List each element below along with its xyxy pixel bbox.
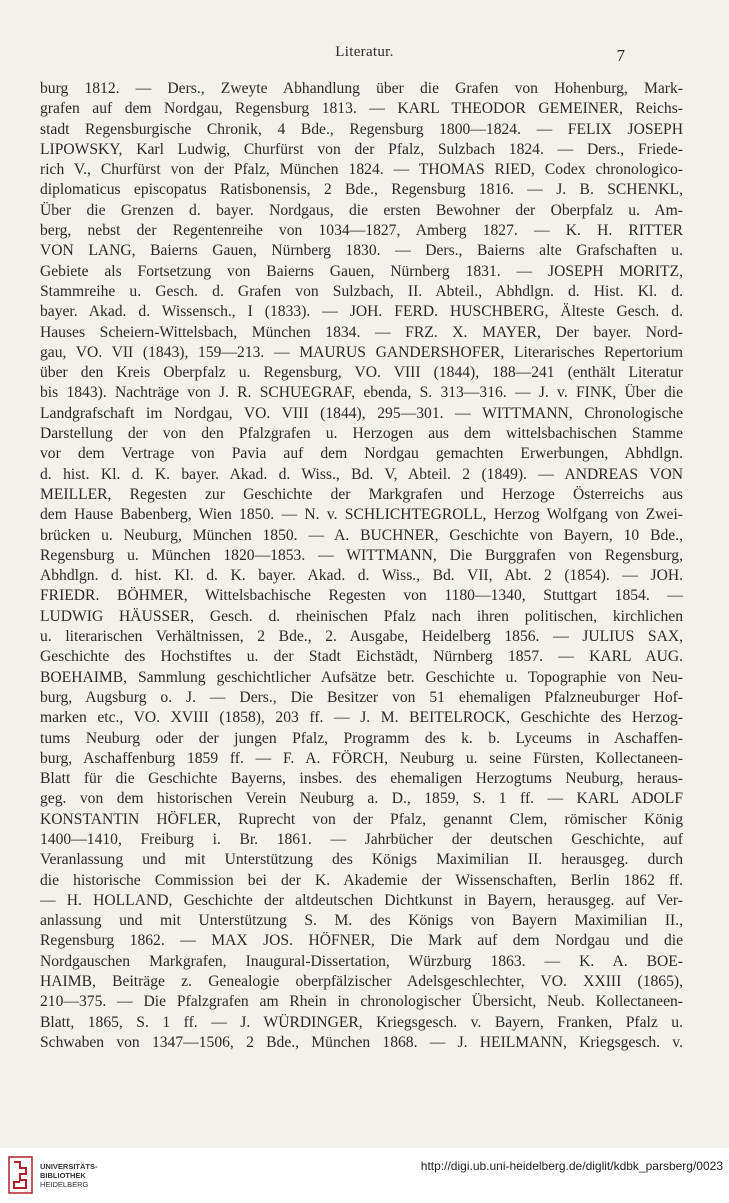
university-logo-icon[interactable]	[8, 1156, 33, 1194]
text-line: Nordgauschen Markgrafen, Inaugural-Dissertation, Würzburg 1863. — K. A. BOE-	[40, 952, 683, 970]
text-line: — H. HOLLAND, Geschichte der altdeutschen Dichtkunst in Bayern, herausgeg. auf Ver-	[40, 891, 683, 909]
text-line: d. hist. Kl. d. K. bayer. Akad. d. Wiss., Bd. V, Abteil. 2 (1849). — ANDREAS VON	[40, 465, 683, 483]
text-line: diplomaticus episcopatus Ratisbonensis, 2 Bde., Regensburg 1816. — J. B. SCHENKL,	[40, 181, 683, 199]
text-line: anlassung und mit Unterstützung S. M. des Königs von Bayern Maximilian II.,	[40, 912, 683, 930]
text-line: vor dem Vertrage von Pavia auf dem Nordgau gemachten Erwerbungen, Abhdlgn.	[40, 445, 683, 463]
text-line: burg 1812. — Ders., Zweyte Abhandlung über die Grafen von Hohenburg, Mark-	[40, 80, 683, 97]
footer-bar	[0, 1148, 729, 1203]
body-text	[40, 79, 683, 1053]
text-line: gau, VO. VII (1843), 159—213. — MAURUS GANDERSHOFER, Literarisches Repertorium	[40, 343, 683, 361]
text-line: FRIEDR. BÖHMER, Wittelsbachische Regesten von 1180—1340, Stuttgart 1854. —	[40, 587, 683, 605]
text-line: Regensburg u. München 1820—1853. — WITTMANN, Die Burggrafen von Regensburg,	[40, 546, 683, 564]
text-line: LUDWIG HÄUSSER, Gesch. d. rheinischen Pfalz nach ihren politischen, kirchlichen	[40, 607, 683, 625]
text-line: rich V., Churfürst von der Pfalz, München 1824. — THOMAS RIED, Codex chronologico-	[40, 161, 683, 179]
text-line: die historische Commission bei der K. Akademie der Wissenschaften, Berlin 1862 ff.	[40, 871, 683, 889]
running-title: Literatur.	[335, 44, 394, 60]
library-name	[40, 1162, 98, 1189]
text-line: dem Hause Babenberg, Wien 1850. — N. v. SCHLICHTEGROLL, Herzog Wolfgang von Zwei-	[40, 506, 683, 524]
text-line: Darstellung der von den Pfalzgrafen u. Herzogen aus dem wittelsbachischen Stamme	[40, 425, 683, 443]
text-line: tums Neuburg oder der jungen Pfalz, Programm des k. b. Lyceums in Aschaffen-	[40, 729, 683, 747]
text-line: u. literarischen Verhältnissen, 2 Bde., 2. Ausgabe, Heidelberg 1856. — JULIUS SAX,	[40, 628, 683, 646]
library-name-line1: UNIVERSITÄTS-	[40, 1162, 98, 1171]
library-name-line3: HEIDELBERG	[40, 1180, 89, 1189]
text-line: Stammreihe u. Gesch. d. Grafen von Sulzbach, II. Abteil., Abhdlgn. d. Hist. Kl. d.	[40, 282, 683, 300]
text-line: bis 1843). Nachträge von J. R. SCHUEGRAF, ebenda, S. 313—316. — J. v. FINK, Über die	[40, 384, 683, 402]
text-line: grafen auf dem Nordgau, Regensburg 1813. — KARL THEODOR GEMEINER, Reichs-	[40, 100, 683, 118]
text-line: LIPOWSKY, Karl Ludwig, Churfürst von der Pfalz, Sulzbach 1824. — Ders., Friede-	[40, 140, 683, 158]
text-line: 1400—1410, Freiburg i. Br. 1861. — Jahrbücher der deutschen Geschichte, auf	[40, 830, 683, 848]
text-line: brücken u. Neuburg, München 1850. — A. BUCHNER, Geschichte von Bayern, 10 Bde.,	[40, 526, 683, 544]
text-line: 210—375. — Die Pfalzgrafen am Rhein in chronologischer Übersicht, Neub. Kollectaneen-	[40, 993, 683, 1011]
library-name-line2: BIBLIOTHEK	[40, 1171, 86, 1180]
text-line: Gebiete als Fortsetzung von Baierns Gauen, Nürnberg 1831. — JOSEPH MORITZ,	[40, 262, 683, 280]
text-line: Über die Grenzen d. bayer. Nordgaus, die ersten Bewohner der Oberpfalz u. Am-	[40, 201, 683, 219]
text-line: Blatt für die Geschichte Bayerns, insbes. des ehemaligen Herzogtums Neuburg, heraus-	[40, 770, 683, 788]
text-line: HAIMB, Beiträge z. Genealogie oberpfälzischer Adelsgeschlechter, VO. XXIII (1865),	[40, 973, 683, 991]
text-line: marken etc., VO. XVIII (1858), 203 ff. — J. M. BEITELROCK, Geschichte des Herzog-	[40, 709, 683, 727]
text-line: Schwaben von 1347—1506, 2 Bde., München 1868. — J. HEILMANN, Kriegsgesch. v.	[40, 1033, 683, 1051]
text-line: Abhdlgn. d. hist. Kl. d. K. bayer. Akad. d. Wiss., Bd. VII, Abt. 2 (1854). — JOH.	[40, 567, 683, 585]
text-line: burg, Augsburg o. J. — Ders., Die Besitzer von 51 ehemaligen Pfalzneuburger Hof-	[40, 688, 683, 706]
text-line: berg, nebst der Regentenreihe von 1034—1827, Amberg 1827. — K. H. RITTER	[40, 222, 683, 240]
text-line: Hauses Scheiern-Wittelsbach, München 1834. — FRZ. X. MAYER, Der bayer. Nord-	[40, 323, 683, 341]
text-line: über den Kreis Oberpfalz u. Regensburg, VO. VIII (1844), 188—241 (enthält Literatur	[40, 364, 683, 382]
text-line: Landgrafschaft im Nordgau, VO. VIII (1844), 295—301. — WITTMANN, Chronologische	[40, 404, 683, 422]
text-line: Regensburg 1862. — MAX JOS. HÖFNER, Die Mark auf dem Nordgau und die	[40, 932, 683, 950]
text-line: VON LANG, Baierns Gauen, Nürnberg 1830. — Ders., Baierns alte Grafschaften u.	[40, 242, 683, 260]
text-line: Veranlassung und mit Unterstützung des Königs Maximilian II. herausgeg. durch	[40, 851, 683, 869]
text-line: MEILLER, Regesten zur Geschichte der Markgrafen und Herzoge Österreichs aus	[40, 485, 683, 503]
text-line: BOEHAIMB, Sammlung geschichtlicher Aufsätze betr. Geschichte u. Topographie von Neu-	[40, 668, 683, 686]
source-url-link[interactable]: http://digi.ub.uni-heidelberg.de/diglit/kdbk_parsberg/0023	[420, 1159, 723, 1173]
text-line: KONSTANTIN HÖFLER, Ruprecht von der Pfalz, genannt Clem, römischer König	[40, 810, 683, 828]
text-line: bayer. Akad. d. Wissensch., I (1833). — JOH. FERD. HUSCHBERG, Älteste Gesch. d.	[40, 303, 683, 321]
text-line: stadt Regensburgische Chronik, 4 Bde., Regensburg 1800—1824. — FELIX JOSEPH	[40, 120, 683, 138]
text-line: Blatt, 1865, S. 1 ff. — J. WÜRDINGER, Kriegsgesch. v. Bayern, Franken, Pfalz u.	[40, 1013, 683, 1031]
text-line: geg. von dem historischen Verein Neuburg a. D., 1859, S. 1 ff. — KARL ADOLF	[40, 790, 683, 808]
text-line: burg, Aschaffenburg 1859 ff. — F. A. FÖRCH, Neuburg u. seine Fürsten, Kollectaneen-	[40, 749, 683, 767]
page-number: 7	[616, 46, 625, 65]
page-header	[0, 44, 729, 64]
text-line: Geschichte des Hochstiftes u. der Stadt Eichstädt, Nürnberg 1857. — KARL AUG.	[40, 648, 683, 666]
